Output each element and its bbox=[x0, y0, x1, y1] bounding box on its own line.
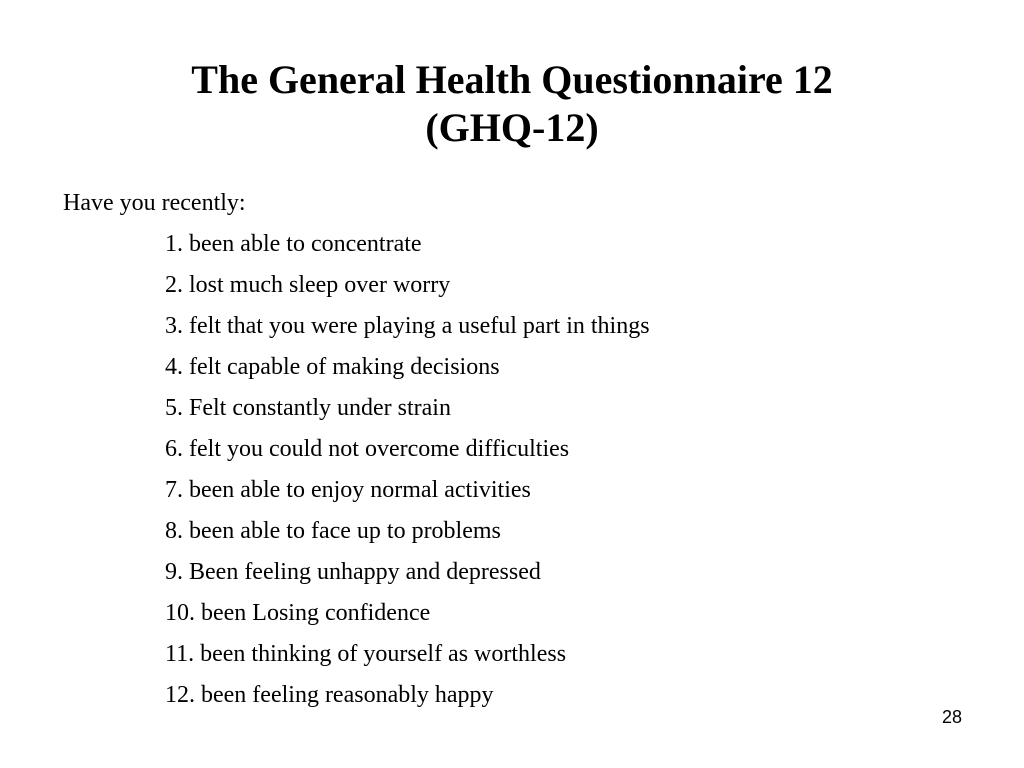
slide-title-line-2: (GHQ-12) bbox=[425, 105, 599, 150]
question-item-11: 11. been thinking of yourself as worthless bbox=[165, 641, 567, 667]
question-item-9: 9. Been feeling unhappy and depressed bbox=[165, 559, 541, 585]
question-item-1: 1. been able to concentrate bbox=[165, 231, 422, 257]
intro-text: Have you recently: bbox=[63, 190, 246, 216]
question-list bbox=[165, 229, 650, 721]
question-item-3: 3. felt that you were playing a useful part in things bbox=[165, 313, 650, 339]
page-number: 28 bbox=[941, 707, 962, 727]
slide-title bbox=[0, 56, 1024, 152]
question-item-10: 10. been Losing confidence bbox=[165, 600, 431, 626]
question-item-7: 7. been able to enjoy normal activities bbox=[165, 477, 531, 503]
question-item-4: 4. felt capable of making decisions bbox=[165, 354, 500, 380]
question-item-2: 2. lost much sleep over worry bbox=[165, 272, 451, 298]
question-item-12: 12. been feeling reasonably happy bbox=[165, 682, 494, 708]
question-item-8: 8. been able to face up to problems bbox=[165, 518, 501, 544]
question-item-6: 6. felt you could not overcome difficulties bbox=[165, 436, 570, 462]
slide-title-line-1: The General Health Questionnaire 12 bbox=[191, 57, 833, 102]
question-item-5: 5. Felt constantly under strain bbox=[165, 395, 451, 421]
